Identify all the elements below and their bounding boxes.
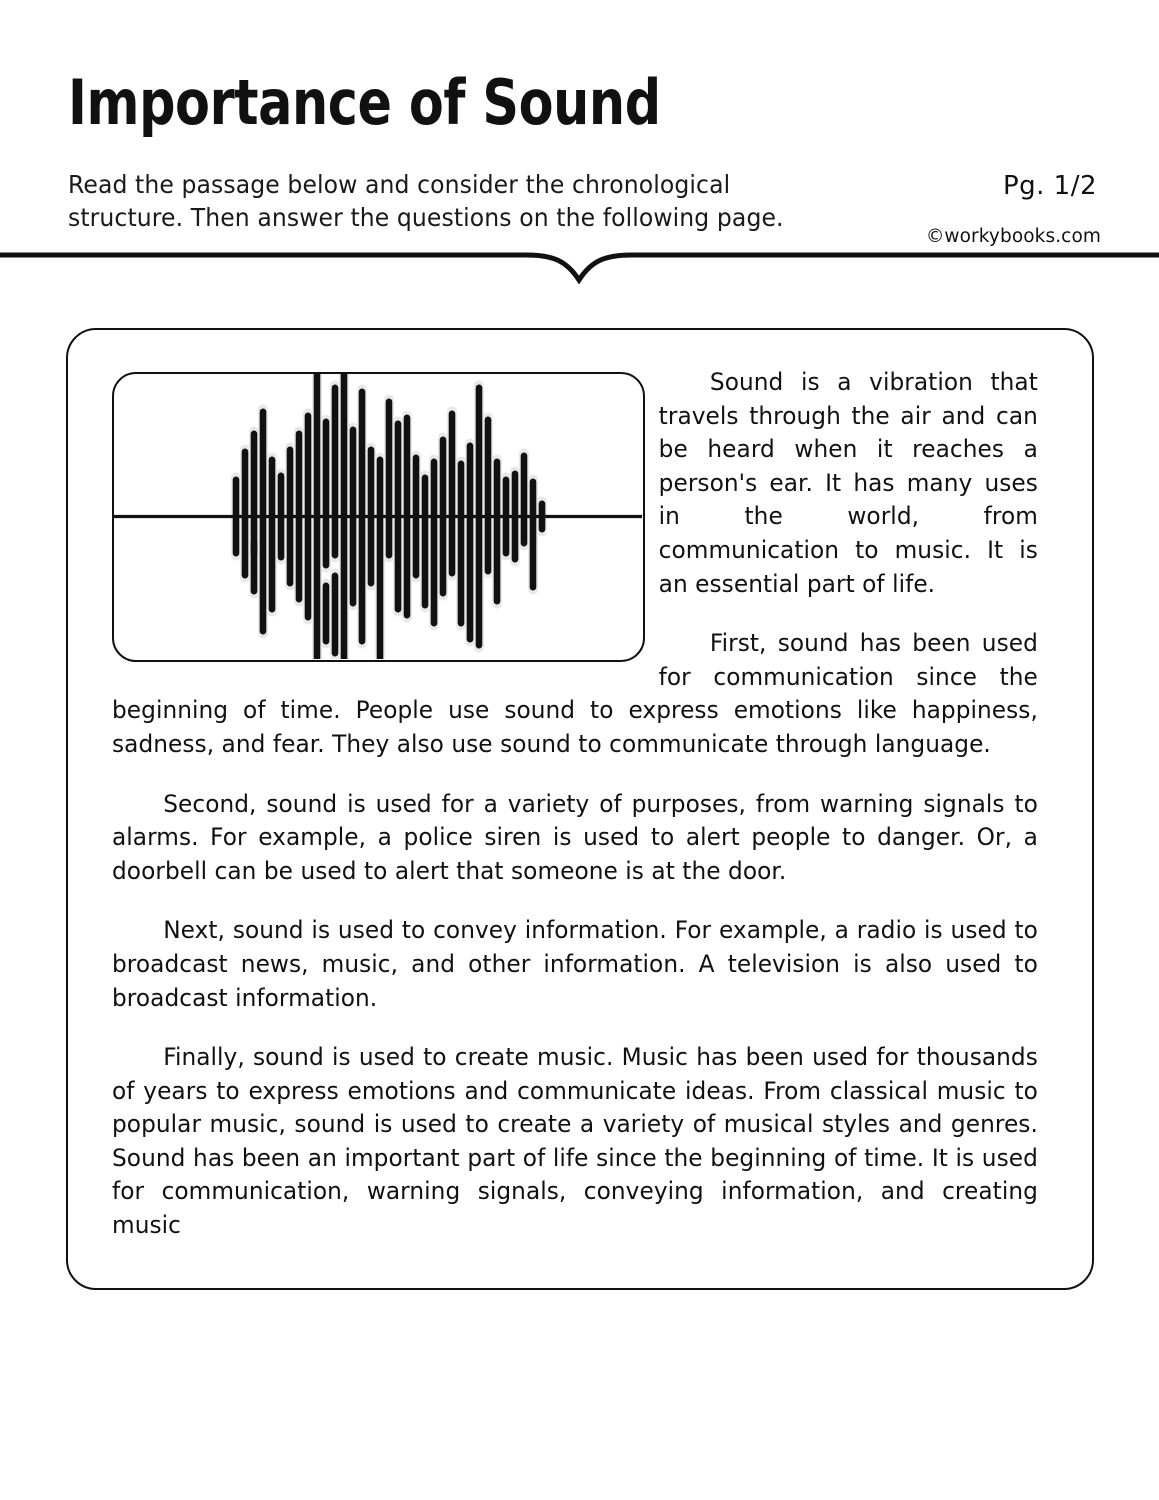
header-divider	[0, 238, 1159, 284]
passage-inner	[112, 366, 1052, 1256]
passage-paragraph-1: Sound is a vibration that travels through the air and can be heard when it reaches a person's ear. It has many uses in the world, from communication to music. It is an essential part of life.	[658, 368, 1038, 598]
instructions-text: Read the passage below and consider the chronological structure. Then answer the questions on the following page.	[68, 170, 784, 232]
page-header	[0, 0, 1159, 258]
copyright-label: ©workybooks.com	[925, 226, 1101, 247]
page-title: Importance of Sound	[68, 66, 661, 139]
passage-paragraph-3: Second, sound is used for a variety of purposes, from warning signals to alarms. For example, a police siren is used to alert people to danger. Or, a doorbell can be used to alert that someone is at the door.	[112, 789, 1038, 885]
passage-paragraph-4: Next, sound is used to convey information. For example, a radio is used to broadcast news, music, and other information. A television is also used to broadcast information.	[112, 916, 1038, 1012]
passage-text	[112, 366, 1038, 1243]
passage-paragraph-2: First, sound has been used for communication since the beginning of time. People use sound to express emotions like happiness, sadness, and fear. They also use sound to communicate through language.	[112, 629, 1038, 758]
page-number-label: Pg. 1/2	[1002, 171, 1097, 201]
passage-paragraph-5: Finally, sound is used to create music. Music has been used for thousands of years to express emotions and communicate ideas. From classical music to popular music, sound is used to create a variety of musical styles and genres. Sound has been an important part of life since the beginning of time. It is used for communication, warning signals, conveying information, and creating music	[112, 1043, 1038, 1240]
divider-notch-icon	[0, 238, 1159, 284]
passage-container	[66, 328, 1094, 1290]
